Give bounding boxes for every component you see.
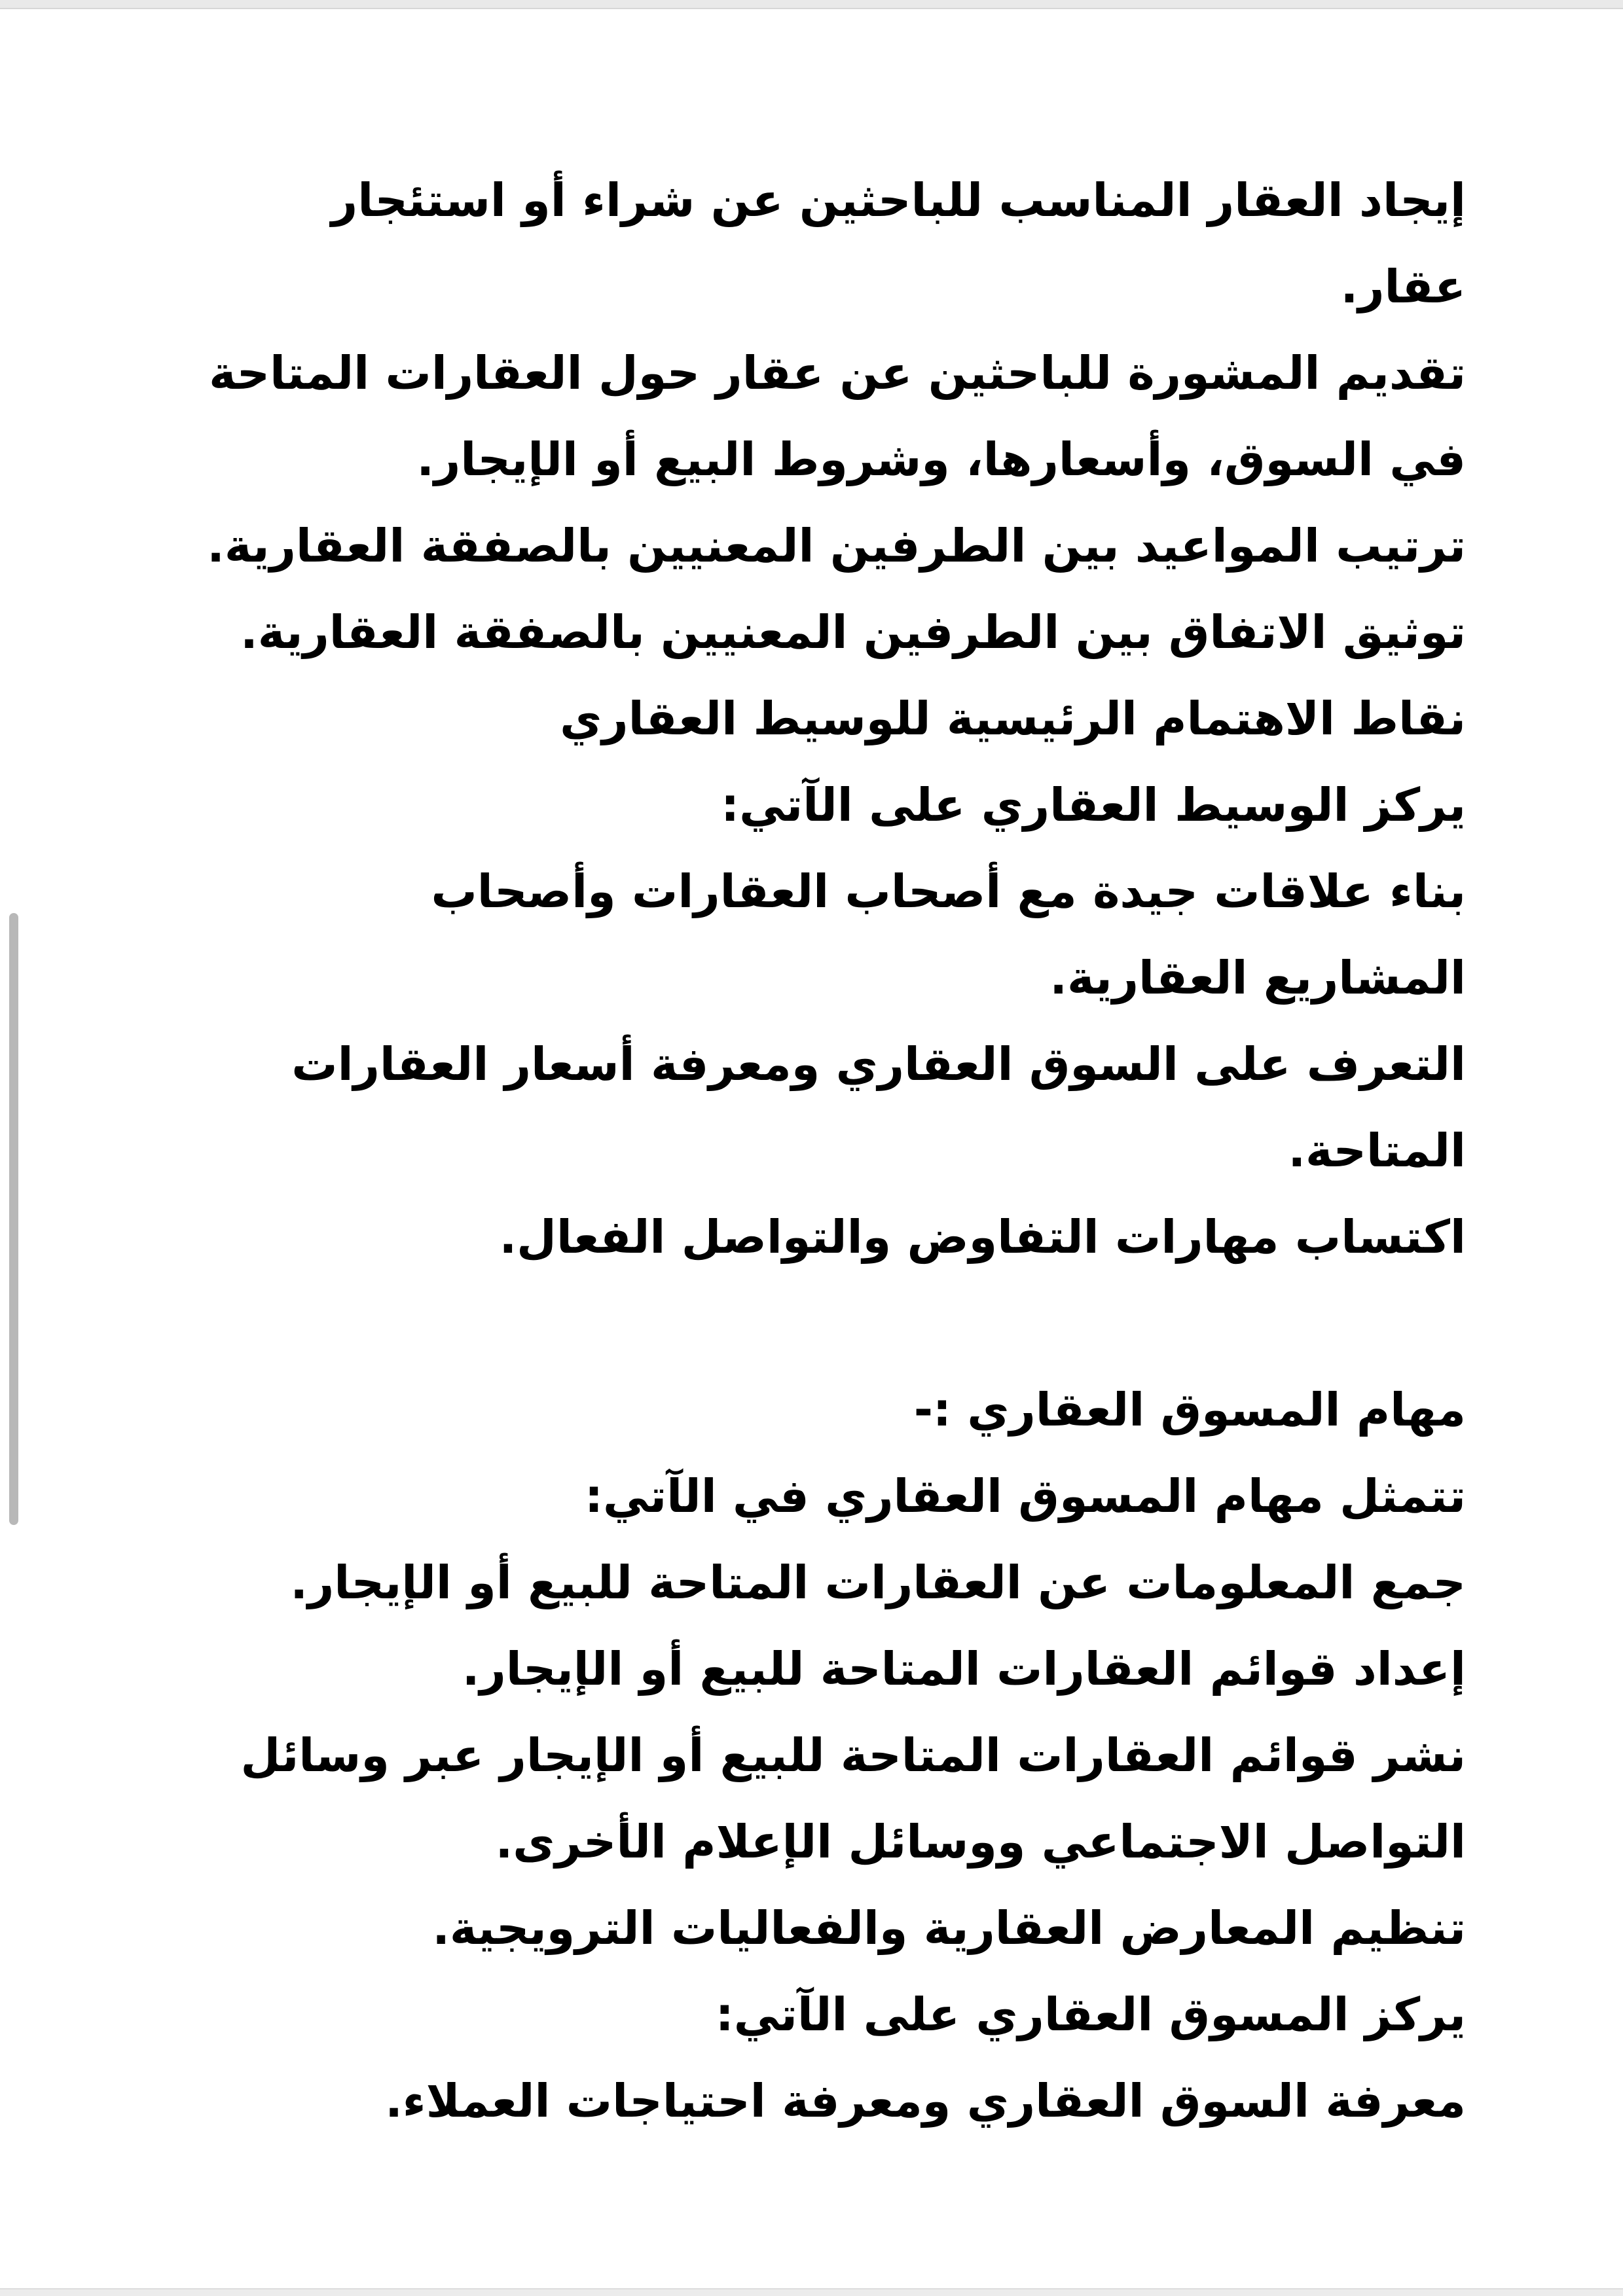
document-body <box>143 157 1466 2144</box>
text-line: يركز المسوق العقاري على الآتي: <box>715 1988 1466 2041</box>
text-line: تقديم المشورة للباحثين عن عقار حول العقارات المتاحة <box>209 346 1466 400</box>
text-line: التعرف على السوق العقاري ومعرفة أسعار العقارات <box>291 1037 1466 1091</box>
scrollbar-thumb[interactable] <box>9 913 18 1525</box>
text-line: يركز الوسيط العقاري على الآتي: <box>721 778 1466 832</box>
top-edge-divider <box>0 0 1623 9</box>
text-line: تنظيم المعارض العقارية والفعاليات الترويجية. <box>432 1901 1466 1955</box>
section-heading-broker: نقاط الاهتمام الرئيسية للوسيط العقاري <box>560 692 1466 745</box>
text-line: إعداد قوائم العقارات المتاحة للبيع أو الإيجار. <box>462 1642 1466 1696</box>
text-line: المتاحة. <box>1288 1124 1466 1177</box>
text-line: ترتيب المواعيد بين الطرفين المعنيين بالصفقة العقارية. <box>207 519 1466 573</box>
text-line: توثيق الاتفاق بين الطرفين المعنيين بالصفقة العقارية. <box>240 605 1466 659</box>
section-heading-marketer: مهام المسوق العقاري :- <box>913 1383 1466 1437</box>
text-line: تتمثل مهام المسوق العقاري في الآتي: <box>585 1469 1466 1523</box>
text-line: جمع المعلومات عن العقارات المتاحة للبيع أو الإيجار. <box>290 1556 1466 1609</box>
text-line: في السوق، وأسعارها، وشروط البيع أو الإيجار. <box>416 433 1466 486</box>
text-line: بناء علاقات جيدة مع أصحاب العقارات وأصحاب <box>431 865 1466 918</box>
text-line: التواصل الاجتماعي ووسائل الإعلام الأخرى. <box>495 1815 1466 1869</box>
text-line: معرفة السوق العقاري ومعرفة احتياجات العملاء. <box>385 2074 1466 2128</box>
text-line: نشر قوائم العقارات المتاحة للبيع أو الإيجار عبر وسائل <box>240 1729 1466 1782</box>
text-line: اكتساب مهارات التفاوض والتواصل الفعال. <box>499 1210 1466 1264</box>
text-line: إيجاد العقار المناسب للباحثين عن شراء أو استئجار <box>331 173 1466 227</box>
bottom-edge-divider <box>0 2288 1623 2296</box>
blank-line <box>143 1280 1466 1367</box>
text-line: عقار. <box>1340 260 1466 314</box>
text-line: المشاريع العقارية. <box>1049 951 1466 1005</box>
